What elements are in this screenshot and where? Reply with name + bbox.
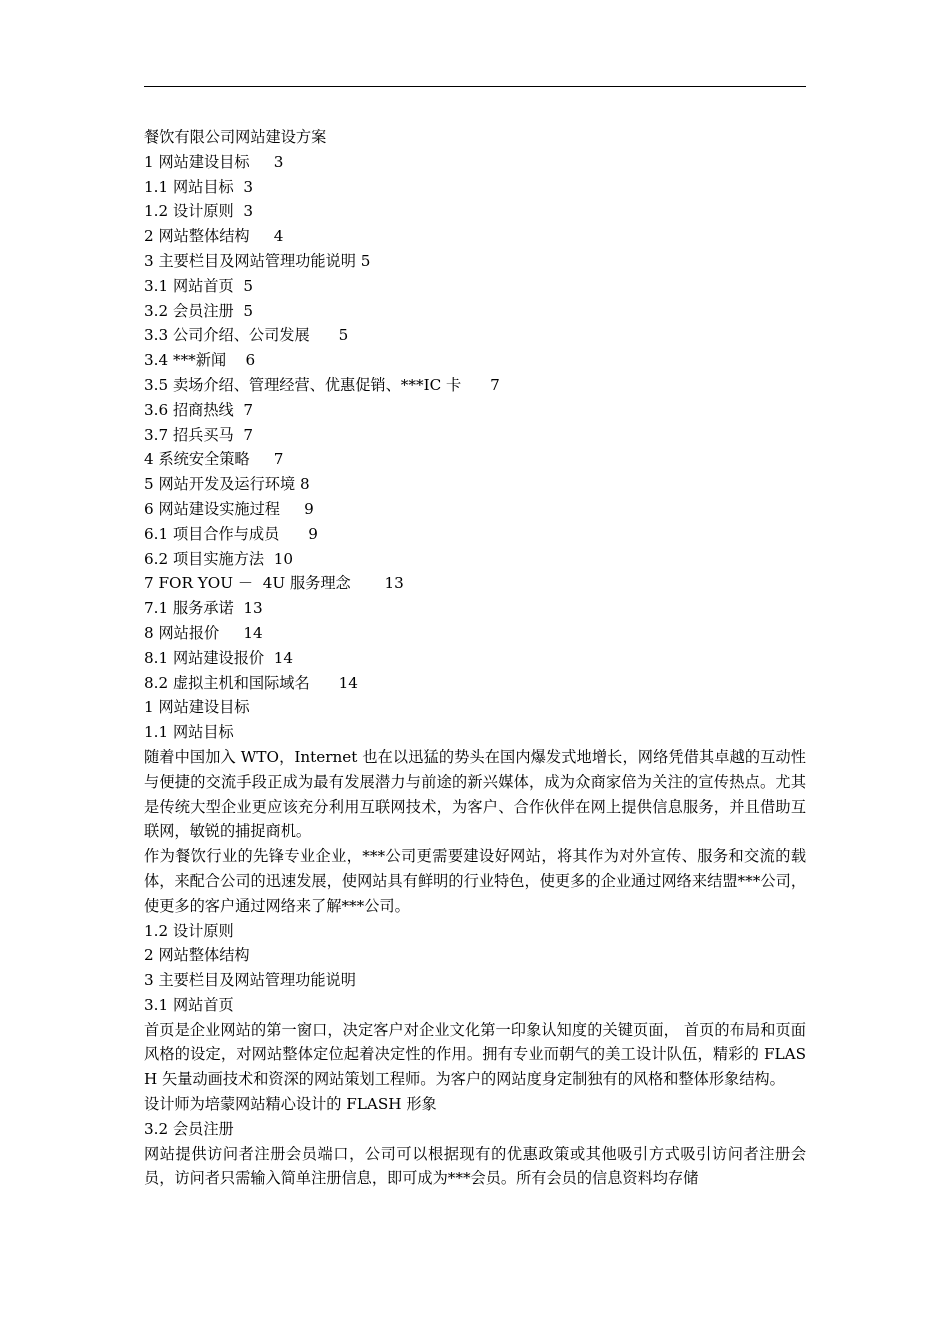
toc-entry: 8.2 虚拟主机和国际域名 14 [144, 673, 358, 692]
toc-entry: 3.4 ***新闻 6 [144, 351, 256, 370]
section-heading: 1 网站建设目标 [144, 698, 250, 717]
table-of-contents [144, 150, 806, 696]
toc-entry: 3 主要栏目及网站管理功能说明 5 [144, 251, 371, 270]
toc-entry: 1 网站建设目标 3 [144, 152, 284, 171]
toc-entry: 2 网站整体结构 4 [144, 227, 284, 246]
toc-entry: 6.2 项目实施方法 10 [144, 549, 294, 568]
toc-entry: 3.5 卖场介绍、管理经营、优惠促销、***IC 卡 7 [144, 375, 500, 394]
toc-entry: 7.1 服务承诺 13 [144, 599, 263, 618]
toc-entry: 3.3 公司介绍、公司发展 5 [144, 326, 349, 345]
section-heading: 3.2 会员注册 [144, 1119, 234, 1138]
section-heading: 1.2 设计原则 [144, 921, 234, 940]
toc-entry: 3.1 网站首页 5 [144, 276, 254, 295]
toc-entry: 3.7 招兵买马 7 [144, 425, 254, 444]
toc-entry: 6 网站建设实施过程 9 [144, 499, 314, 518]
paragraph: 作为餐饮行业的先锋专业企业，***公司更需要建设好网站，将其作为对外宣传、服务和交流的载体，来配合公司的迅速发展，使网站具有鲜明的行业特色，使更多的企业通过网络来结盟***公司，使更多的客户通过网络来了解***公司。 [144, 847, 806, 915]
document-title: 餐饮有限公司网站建设方案 [144, 128, 327, 146]
paragraph: 设计师为培蒙网站精心设计的 FLASH 形象 [144, 1095, 437, 1114]
paragraph: 网站提供访问者注册会员端口，公司可以根据现有的优惠政策或其他吸引方式吸引访问者注册会员，访问者只需输入简单注册信息，即可成为***会员。所有会员的信息资料均存储 [144, 1144, 806, 1188]
paragraph: 随着中国加入 WTO，Internet 也在以迅猛的势头在国内爆发式地增长，网络凭借其卓越的互动性与便捷的交流手段正成为最有发展潜力与前途的新兴媒体，成为众商家倍为关注的宣传热点。尤其是传统大型企业更应该充分利用互联网技术，为客户、合作伙伴在网上提供信息服务，并且借助互联网，敏锐的捕捉商机。 [144, 747, 806, 841]
section-heading: 3.1 网站首页 [144, 995, 234, 1014]
section-heading: 2 网站整体结构 [144, 946, 250, 965]
toc-entry: 3.2 会员注册 5 [144, 301, 254, 320]
section-heading: 3 主要栏目及网站管理功能说明 [144, 971, 356, 990]
toc-entry: 8.1 网站建设报价 14 [144, 648, 294, 667]
toc-entry: 1.1 网站目标 3 [144, 177, 254, 196]
paragraph: 首页是企业网站的第一窗口，决定客户对企业文化第一印象认知度的关键页面， 首页的布局和页面风格的设定，对网站整体定位起着决定性的作用。拥有专业而朝气的美工设计队伍，精彩的 FLASH 矢量动画技术和资深的网站策划工程师。为客户的网站度身定制独有的风格和整体形象结构。 [144, 1020, 806, 1089]
toc-entry: 8 网站报价 14 [144, 623, 263, 642]
toc-entry: 4 系统安全策略 7 [144, 450, 284, 469]
toc-entry: 6.1 项目合作与成员 9 [144, 524, 318, 543]
toc-entry: 1.2 设计原则 3 [144, 202, 254, 221]
header-rule [144, 86, 806, 87]
section-heading: 1.1 网站目标 [144, 723, 234, 742]
toc-entry: 3.6 招商热线 7 [144, 400, 254, 419]
toc-entry: 7 FOR YOU － 4U 服务理念 13 [144, 574, 404, 593]
document-body [144, 125, 806, 1191]
toc-entry: 5 网站开发及运行环境 8 [144, 475, 310, 494]
